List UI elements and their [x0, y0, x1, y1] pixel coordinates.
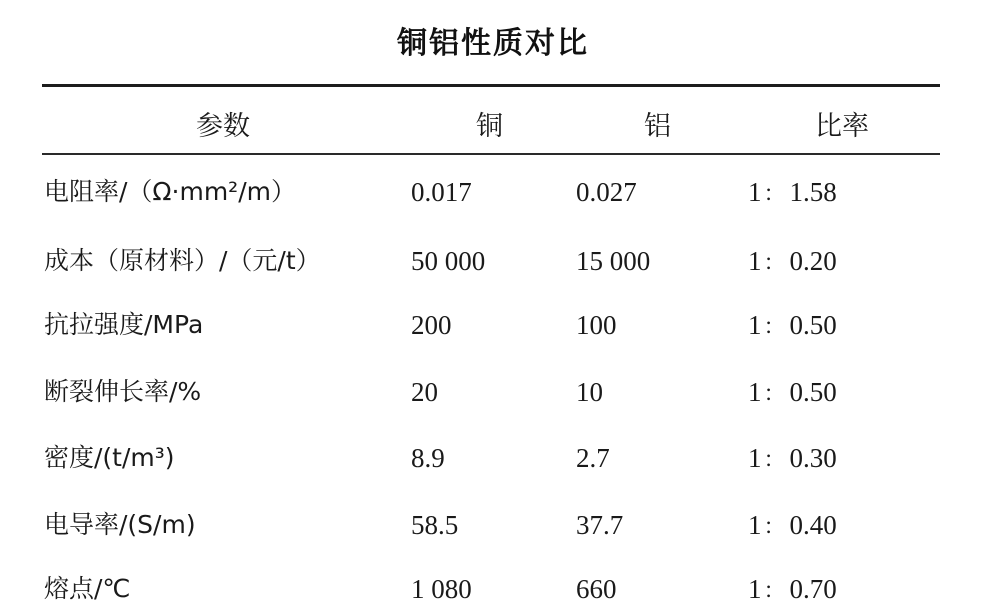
- ratio-separator: ：: [763, 448, 786, 473]
- ratio-cell: [748, 305, 837, 348]
- ratio-separator: ：: [763, 382, 786, 407]
- table-row: [0, 305, 986, 345]
- table-row: [0, 505, 986, 545]
- param-cell: 成本（原材料）/（元/t）: [44, 246, 321, 275]
- ratio-right: 0.50: [789, 377, 837, 407]
- ratio-left: 1: [748, 177, 762, 207]
- param-cell: 抗拉强度/MPa: [44, 310, 204, 339]
- copper-cell: 200: [411, 310, 452, 340]
- table-row: [0, 241, 986, 281]
- ratio-left: 1: [748, 310, 762, 340]
- table-title: 铜铝性质对比: [397, 26, 589, 61]
- ratio-cell: [748, 372, 837, 415]
- aluminum-cell: 37.7: [576, 510, 624, 540]
- ratio-left: 1: [748, 510, 762, 540]
- ratio-right: 0.50: [789, 310, 837, 340]
- ratio-cell: [748, 438, 837, 481]
- ratio-left: 1: [748, 574, 762, 604]
- aluminum-cell: 0.027: [576, 177, 637, 207]
- ratio-cell: [748, 172, 837, 215]
- copper-cell: 0.017: [411, 177, 472, 207]
- copper-cell: 20: [411, 377, 438, 407]
- table-row: [0, 569, 986, 609]
- param-cell: 电阻率/（Ω·mm²/m）: [44, 177, 296, 206]
- param-cell: 断裂伸长率/%: [44, 377, 202, 406]
- ratio-separator: ：: [763, 579, 786, 604]
- param-cell: 熔点/℃: [44, 574, 131, 603]
- ratio-cell: [748, 241, 837, 284]
- table-row: [0, 438, 986, 478]
- table-row: [0, 372, 986, 412]
- ratio-left: 1: [748, 377, 762, 407]
- aluminum-cell: 100: [576, 310, 617, 340]
- ratio-separator: ：: [763, 515, 786, 540]
- header-ratio: 比率: [815, 111, 869, 142]
- ratio-left: 1: [748, 246, 762, 276]
- ratio-left: 1: [748, 443, 762, 473]
- header-param: 参数: [196, 111, 250, 142]
- param-cell: 密度/(t/m³): [44, 443, 175, 472]
- ratio-right: 0.20: [789, 246, 837, 276]
- aluminum-cell: 2.7: [576, 443, 610, 473]
- top-rule: [42, 84, 940, 87]
- ratio-right: 0.40: [789, 510, 837, 540]
- ratio-cell: [748, 505, 837, 548]
- aluminum-cell: 660: [576, 574, 617, 604]
- ratio-cell: [748, 569, 837, 612]
- param-cell: 电导率/(S/m): [44, 510, 196, 539]
- table-row: [0, 172, 986, 212]
- copper-cell: 8.9: [411, 443, 445, 473]
- ratio-separator: ：: [763, 315, 786, 340]
- ratio-separator: ：: [763, 251, 786, 276]
- ratio-right: 0.30: [789, 443, 837, 473]
- ratio-right: 1.58: [789, 177, 837, 207]
- copper-cell: 58.5: [411, 510, 459, 540]
- ratio-separator: ：: [763, 182, 786, 207]
- aluminum-cell: 15 000: [576, 246, 651, 276]
- header-aluminum: 铝: [644, 111, 671, 142]
- header-rule: [42, 153, 940, 155]
- aluminum-cell: 10: [576, 377, 603, 407]
- ratio-right: 0.70: [789, 574, 837, 604]
- copper-cell: 1 080: [411, 574, 472, 604]
- header-copper: 铜: [476, 111, 503, 142]
- copper-cell: 50 000: [411, 246, 486, 276]
